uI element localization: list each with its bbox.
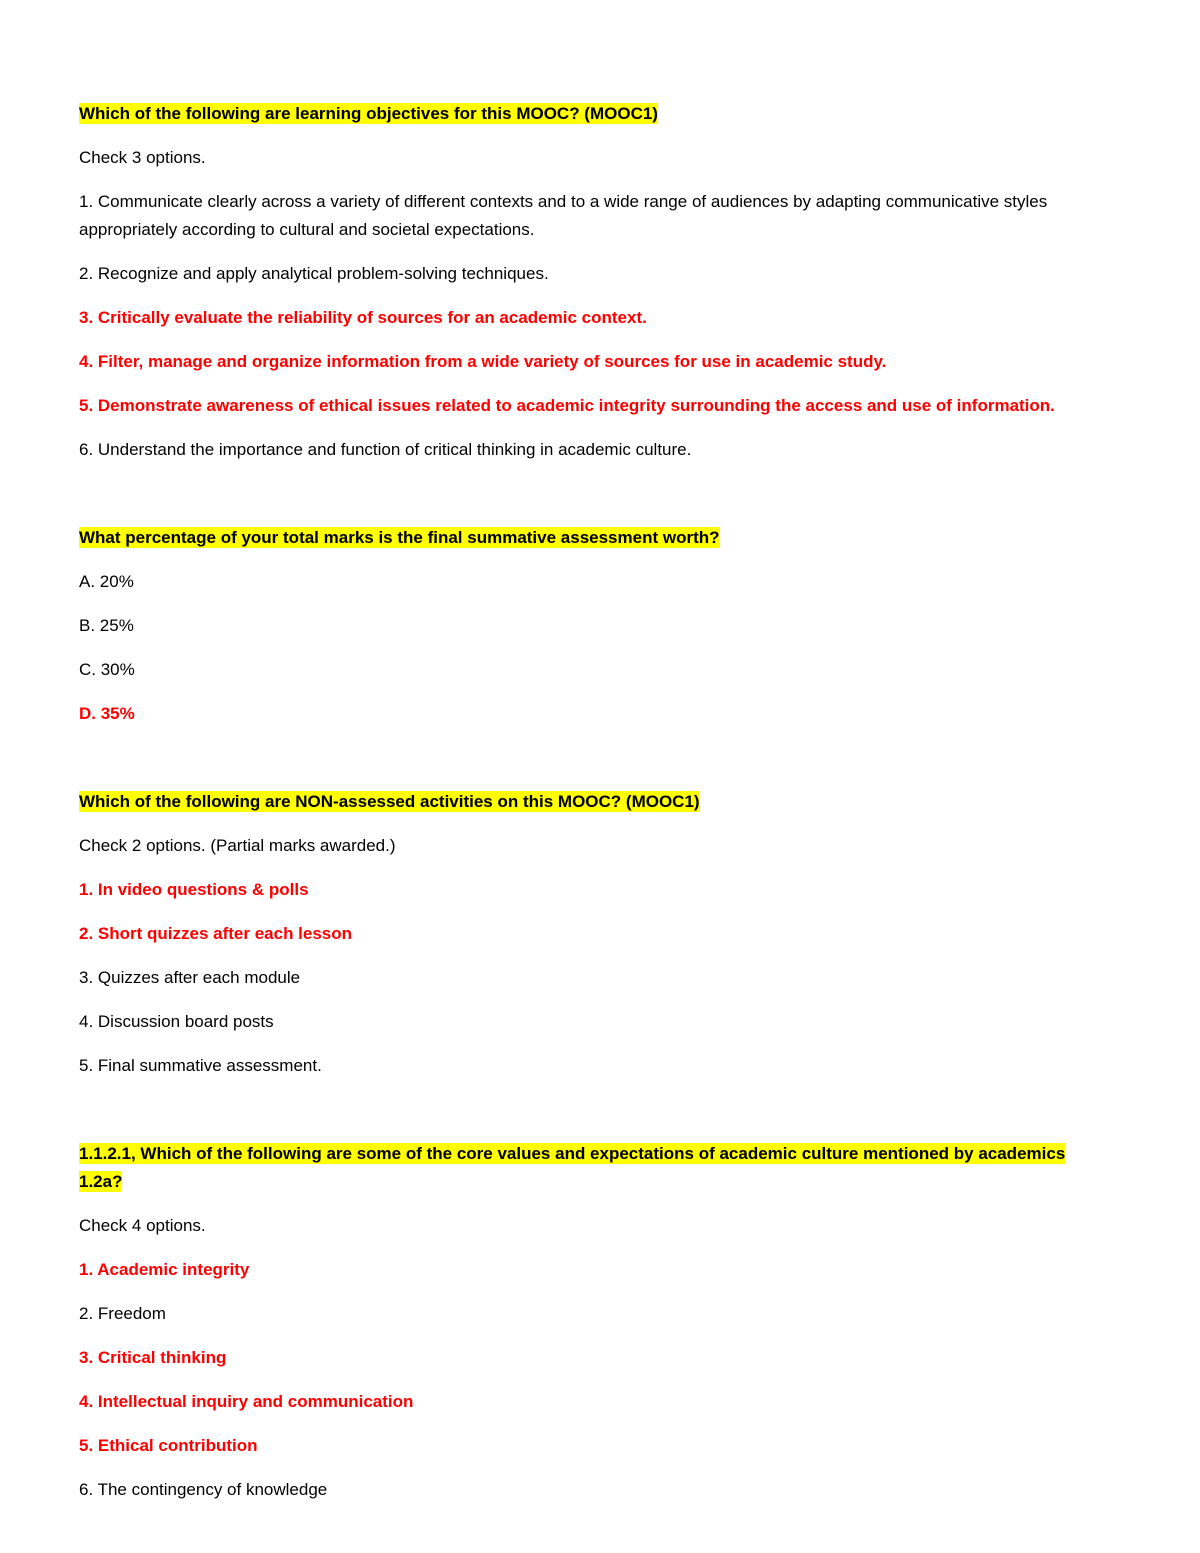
option-item-correct: 3. Critical thinking [79, 1348, 227, 1367]
option-item: 1. Communicate clearly across a variety of different contexts and to a wide range of audiences by adapting communicative styles appropriately according to cultural and societal expectations. [79, 192, 1048, 239]
option-item: 6. Understand the importance and function of critical thinking in academic culture. [79, 440, 692, 459]
question-title-text: Which of the following are learning objectives for this MOOC? (MOOC1) [79, 104, 658, 123]
option-item: C. 30% [79, 660, 135, 679]
question-3 [79, 788, 1079, 1080]
option-item: 2. Recognize and apply analytical problem-solving techniques. [79, 264, 549, 283]
option-item-correct: 1. Academic integrity [79, 1260, 250, 1279]
document-page [79, 100, 1079, 1520]
question-title [79, 1140, 1079, 1196]
question-4 [79, 1140, 1079, 1504]
option-item: 2. Freedom [79, 1304, 166, 1323]
option-item: 4. Discussion board posts [79, 1012, 274, 1031]
spacer [79, 480, 1079, 524]
question-2 [79, 524, 1079, 728]
spacer [79, 1096, 1079, 1140]
question-title-text: 1.1.2.1, Which of the following are some of the core values and expectations of academic culture mentioned by academics 1.2a? [79, 1144, 1066, 1191]
option-item: 6. The contingency of knowledge [79, 1480, 328, 1499]
question-title [79, 100, 1079, 128]
option-item-correct: D. 35% [79, 704, 135, 723]
question-instruction: Check 3 options. [79, 148, 206, 167]
question-title [79, 524, 1079, 552]
option-item: B. 25% [79, 616, 134, 635]
question-title [79, 788, 1079, 816]
question-instruction: Check 4 options. [79, 1216, 206, 1235]
option-item-correct: 3. Critically evaluate the reliability of sources for an academic context. [79, 308, 647, 327]
option-item-correct: 2. Short quizzes after each lesson [79, 924, 353, 943]
spacer [79, 744, 1079, 788]
option-item-correct: 5. Ethical contribution [79, 1436, 258, 1455]
option-item: A. 20% [79, 572, 134, 591]
option-item-correct: 4. Intellectual inquiry and communication [79, 1392, 414, 1411]
option-item-correct: 1. In video questions & polls [79, 880, 309, 899]
option-item-correct: 5. Demonstrate awareness of ethical issues related to academic integrity surrounding the access and use of information. [79, 396, 1055, 415]
option-item: 3. Quizzes after each module [79, 968, 301, 987]
option-item-correct: 4. Filter, manage and organize information from a wide variety of sources for use in academic study. [79, 352, 887, 371]
question-1 [79, 100, 1079, 464]
question-instruction: Check 2 options. (Partial marks awarded.) [79, 836, 396, 855]
question-title-text: Which of the following are NON-assessed activities on this MOOC? (MOOC1) [79, 792, 700, 811]
question-title-text: What percentage of your total marks is the final summative assessment worth? [79, 528, 720, 547]
option-item: 5. Final summative assessment. [79, 1056, 322, 1075]
